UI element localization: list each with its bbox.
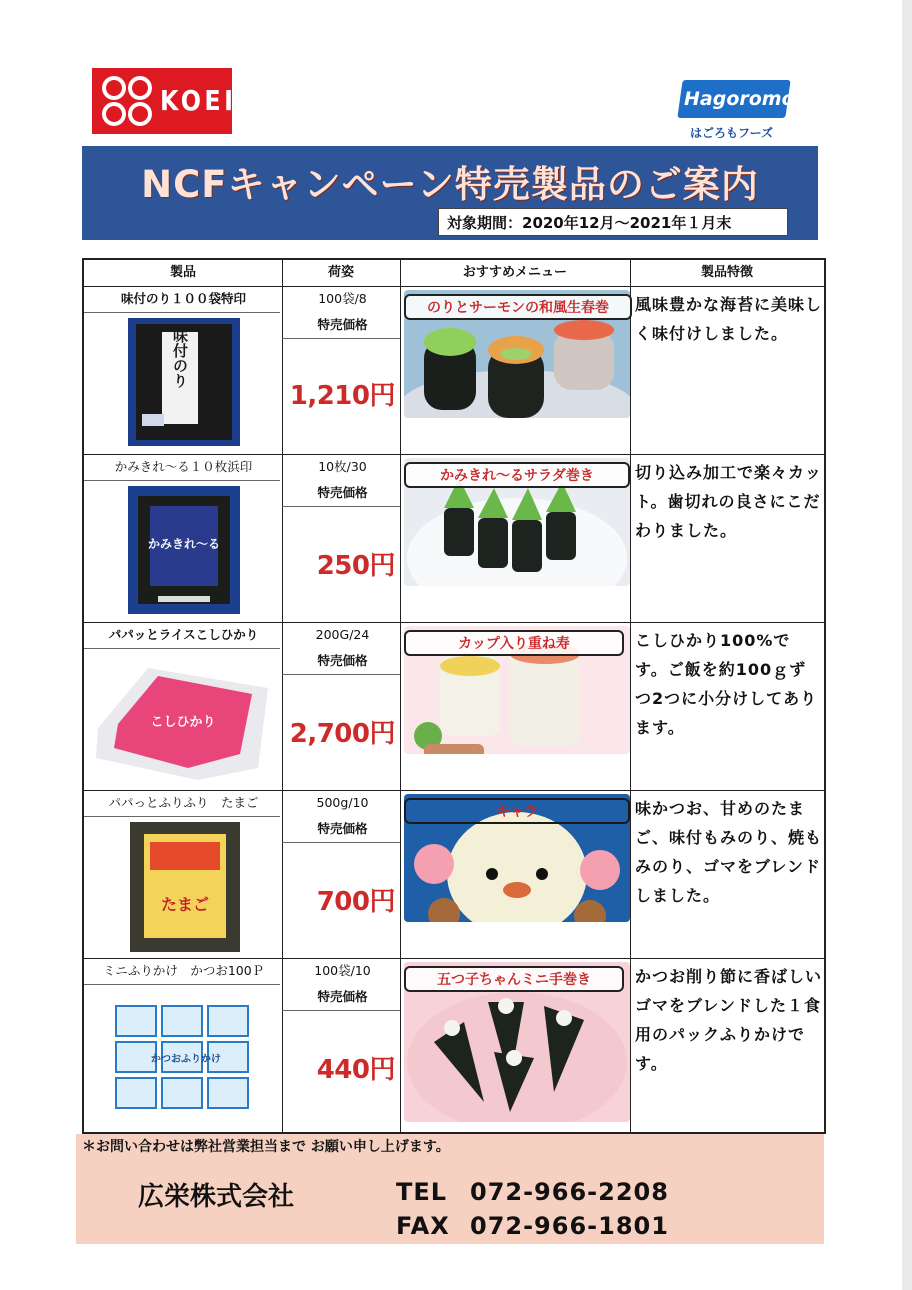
koei-mark-icon	[98, 72, 156, 130]
tel-number: 072-966-2208	[470, 1178, 669, 1206]
page-title: NCFキャンペーン特売製品のご案内	[141, 163, 759, 206]
seaweed-sheet-pack-image	[128, 486, 240, 614]
tel-label: TEL	[396, 1178, 448, 1206]
subrow-divider	[84, 816, 280, 817]
scan-edge	[902, 0, 912, 1290]
product-name: パパっとふりふり たまご	[108, 795, 259, 810]
header-features: 製品特徴	[700, 265, 753, 280]
hagoromo-logo-text: Hagoromo	[684, 88, 795, 110]
hagoromo-logo-subtext: はごろもフーズ	[690, 126, 774, 140]
product-name: ミニふりかけ かつお100Ｐ	[102, 963, 265, 978]
svg-text:かつおふりかけ: かつおふりかけ	[151, 1054, 221, 1065]
product-features: 風味豊かな海苔に美味しく味付けしました。	[635, 295, 823, 343]
contact-footer	[76, 1134, 824, 1244]
fax-label: FAX	[396, 1212, 450, 1240]
sale-price: 1,210円	[289, 381, 395, 411]
hagoromo-logo	[680, 80, 795, 142]
svg-text:たまご: たまご	[160, 895, 210, 914]
header-package: 荷姿	[327, 265, 354, 280]
package-size: 200G/24	[315, 627, 370, 642]
furikake-bag-image	[130, 822, 240, 952]
subrow-divider	[84, 648, 280, 649]
subrow-divider	[282, 842, 400, 843]
product-table	[82, 258, 826, 1134]
subrow-divider	[84, 480, 280, 481]
mini-furikake-packs-image	[106, 996, 266, 1116]
menu-name: 五つ子ちゃんミニ手巻き	[404, 966, 624, 992]
product-name: 味付のり１００袋特印	[120, 291, 246, 306]
product-name: パパッとライスこしひかり	[108, 627, 259, 642]
package-size: 100袋/8	[318, 291, 367, 306]
subrow-divider	[84, 984, 280, 985]
seaweed-bag-image	[128, 318, 240, 446]
subrow-divider	[282, 1010, 400, 1011]
svg-text:こしひかり: こしひかり	[150, 715, 216, 730]
subrow-divider	[282, 506, 400, 507]
subrow-divider	[84, 312, 280, 313]
price-label: 特売価格	[317, 317, 368, 332]
rice-pack-image	[88, 658, 272, 784]
menu-name: キャラ	[404, 798, 630, 824]
sale-price: 2,700円	[289, 719, 395, 749]
fax-line	[396, 1212, 669, 1240]
price-label: 特売価格	[317, 485, 368, 500]
product-name: かみきれ～る１０枚浜印	[114, 459, 253, 474]
price-label: 特売価格	[317, 653, 368, 668]
menu-name: かみきれ～るサラダ巻き	[404, 462, 630, 488]
campaign-period: 対象期間：2020年12月～2021年１月末	[438, 208, 788, 236]
package-size: 10枚/30	[318, 459, 367, 474]
col-divider	[630, 260, 631, 1132]
price-label: 特売価格	[317, 989, 368, 1004]
koei-logo-text: KOEI	[160, 84, 237, 117]
header-menu: おすすめメニュー	[462, 265, 568, 280]
sale-price: 700円	[316, 887, 395, 917]
sale-price: 440円	[316, 1055, 395, 1085]
sale-price: 250円	[316, 551, 395, 581]
product-features: かつお削り節に香ばしいゴマをブレンドした１食用のパックふりかけです。	[635, 967, 823, 1073]
product-features: 切り込み加工で楽々カット。歯切れの良さにこだわりました。	[635, 463, 822, 540]
menu-name: のりとサーモンの和風生春巻	[404, 294, 632, 320]
inquiry-note: ＊お問い合わせは弊社営業担当まで お願い申し上げます。	[82, 1139, 450, 1155]
package-size: 100袋/10	[314, 963, 371, 978]
tel-line	[396, 1178, 669, 1206]
menu-name: カップ入り重ね寿	[404, 630, 624, 656]
product-features: 味かつお、甘めのたまご、味付もみのり、焼もみのり、ゴマをブレンドしました。	[635, 799, 823, 905]
company-name: 広栄株式会社	[138, 1182, 295, 1212]
col-divider	[282, 260, 283, 1132]
svg-text:かみきれ～る: かみきれ～る	[147, 537, 221, 551]
product-features: こしひかり100%です。ご飯を約100ｇずつ2つに小分けしてあります。	[635, 631, 818, 737]
subrow-divider	[282, 674, 400, 675]
price-label: 特売価格	[317, 821, 368, 836]
koei-logo	[92, 68, 237, 134]
svg-text:味付のり: 味付のり	[171, 328, 189, 388]
fax-number: 072-966-1801	[470, 1212, 669, 1240]
subrow-divider	[282, 338, 400, 339]
package-size: 500g/10	[316, 795, 369, 810]
header-product: 製品	[169, 265, 196, 280]
